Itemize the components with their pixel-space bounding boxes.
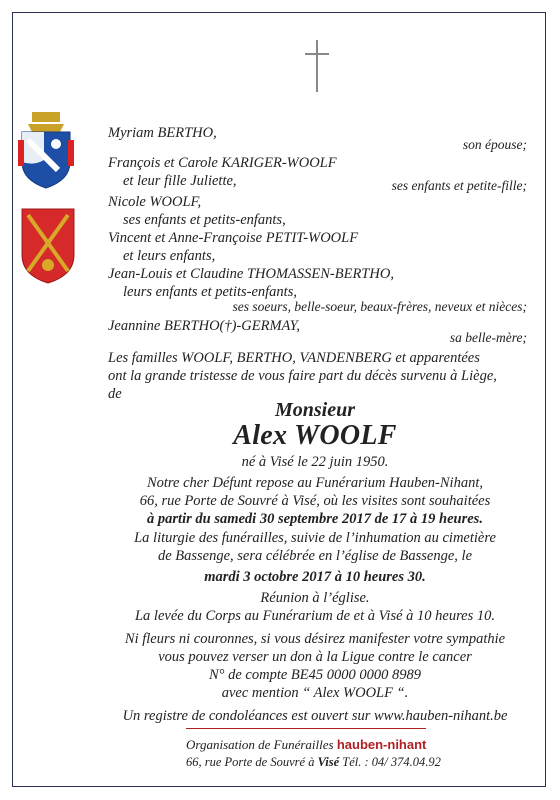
ceremony-date: mardi 3 octobre 2017 à 10 heures 30. (204, 569, 426, 585)
family-line: Les familles WOOLF, BERTHO, VANDENBERG et apparentées (108, 350, 480, 366)
footer-phone: Tél. : 04/ 374.04.92 (342, 755, 441, 769)
body-line: La liturgie des funérailles, suivie de l’inhumation au cimetière (134, 530, 496, 546)
footer-address (186, 755, 441, 770)
family-line: Jean-Louis et Claudine THOMASSEN-BERTHO, (108, 266, 394, 282)
family-line: Vincent et Anne-Françoise PETIT-WOOLF (108, 230, 359, 246)
account-number: N° de compte BE45 0000 0000 8989 (209, 667, 421, 683)
footer-divider (186, 728, 426, 729)
body-line: La levée du Corps au Funérarium de et à Visé à 10 heures 10. (134, 608, 496, 624)
family-line: ont la grande tristesse de vous faire part du décès survenu à Liège, (108, 368, 497, 384)
family-line: Nicole WOOLF, (108, 194, 202, 210)
birth-info: né à Visé le 22 juin 1950. (241, 454, 389, 470)
relation-label: son épouse; (462, 137, 527, 152)
body-line: Réunion à l’église. (260, 590, 370, 606)
family-line: leurs enfants et petits-enfants, (123, 284, 297, 300)
bassenge-coat-of-arms-icon (18, 205, 78, 285)
family-line: de (108, 386, 122, 402)
body-line: avec mention “ Alex WOOLF “. (221, 685, 409, 701)
body-line: 66, rue Porte de Souvré à Visé, où les visites sont souhaitées (139, 493, 491, 509)
family-line: Myriam BERTHO, (108, 125, 217, 141)
vise-coat-of-arms-icon (14, 110, 78, 190)
visit-hours: à partir du samedi 30 septembre 2017 de 17 à 19 heures. (147, 511, 483, 527)
family-line: ses enfants et petits-enfants, (123, 212, 286, 228)
footer-organization (186, 737, 426, 753)
brand-logo-text[interactable]: hauben-nihant (336, 737, 427, 752)
footer-city: Visé (317, 755, 340, 769)
body-line: Ni fleurs ni couronnes, si vous désirez manifester votre sympathie (124, 631, 506, 647)
condolence-register: Un registre de condoléances est ouvert sur www.hauben-nihant.be (122, 708, 508, 724)
deceased-name: Alex WOOLF (233, 420, 397, 451)
relation-label: sa belle-mère; (449, 330, 527, 345)
latin-cross-icon (300, 38, 334, 94)
body-line: vous pouvez verser un don à la Ligue contre le cancer (158, 649, 472, 665)
footer-address-prefix: 66, rue Porte de Souvré à (186, 755, 315, 769)
relation-label: ses soeurs, belle-soeur, beaux-frères, neveux et nièces; (232, 299, 527, 314)
body-line: Notre cher Défunt repose au Funérarium Hauben-Nihant, (146, 475, 483, 491)
salutation: Monsieur (274, 399, 356, 421)
family-line: François et Carole KARIGER-WOOLF (108, 155, 337, 171)
family-line: Jeannine BERTHO(†)-GERMAY, (108, 318, 300, 334)
family-line: et leur fille Juliette, (123, 173, 237, 189)
footer-org-prefix: Organisation de Funérailles (186, 737, 334, 752)
family-line: et leurs enfants, (123, 248, 216, 264)
body-line: de Bassenge, sera célébrée en l’église de Bassenge, le (157, 548, 473, 564)
relation-label: ses enfants et petite-fille; (391, 178, 527, 193)
